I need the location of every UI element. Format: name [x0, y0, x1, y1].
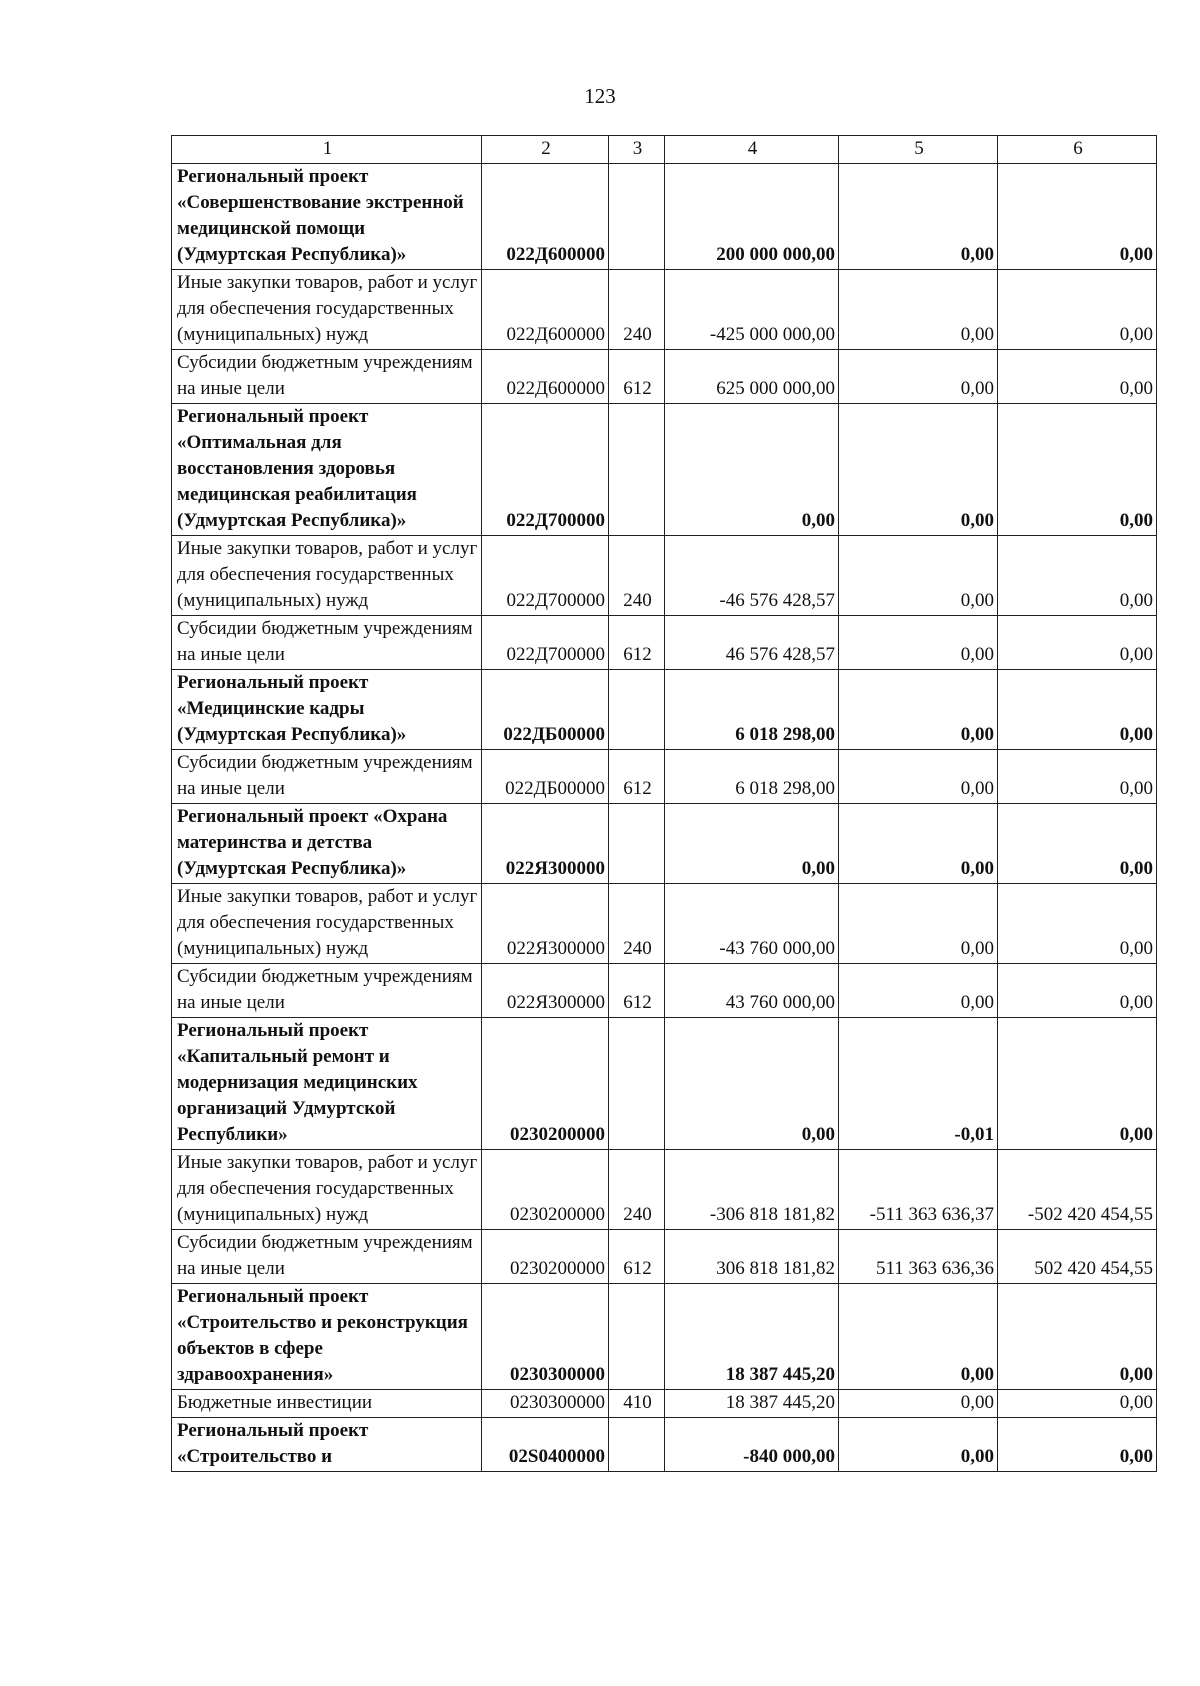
row-name-cell: Региональный проект «Строительство и реконструкция объектов в сфере здравоохранения»: [172, 1284, 482, 1390]
row-value-col5-cell: 0,00: [839, 404, 998, 536]
row-value-col4-cell: 0,00: [665, 804, 839, 884]
row-value-col5-cell: 0,00: [839, 804, 998, 884]
row-value-col6-cell: 0,00: [998, 616, 1157, 670]
row-name-cell: Иные закупки товаров, работ и услуг для обеспечения государственных (муниципальных) нужд: [172, 1150, 482, 1230]
table-header-row: [172, 136, 1157, 164]
row-value-col4-cell: 18 387 445,20: [665, 1284, 839, 1390]
row-name-cell: Региональный проект «Охрана материнства и детства (Удмуртская Республика)»: [172, 804, 482, 884]
row-value-col4-cell: 306 818 181,82: [665, 1230, 839, 1284]
row-expense-type-cell: 612: [609, 750, 665, 804]
row-value-col4-cell: 18 387 445,20: [665, 1390, 839, 1418]
row-value-col5-cell: 0,00: [839, 884, 998, 964]
row-value-col6-cell: 0,00: [998, 804, 1157, 884]
row-code-cell: 022ДБ00000: [482, 670, 609, 750]
row-code-cell: 0230200000: [482, 1150, 609, 1230]
column-header: 5: [839, 136, 998, 164]
row-value-col5-cell: 0,00: [839, 270, 998, 350]
row-value-col6-cell: 0,00: [998, 1018, 1157, 1150]
row-code-cell: 022Д700000: [482, 616, 609, 670]
row-name-cell: Иные закупки товаров, работ и услуг для обеспечения государственных (муниципальных) нужд: [172, 270, 482, 350]
row-expense-type-cell: 240: [609, 270, 665, 350]
row-value-col4-cell: -46 576 428,57: [665, 536, 839, 616]
table-row: [172, 964, 1157, 1018]
row-value-col5-cell: 0,00: [839, 670, 998, 750]
row-name-cell: Субсидии бюджетным учреждениям на иные цели: [172, 964, 482, 1018]
row-name-cell: Региональный проект «Совершенствование экстренной медицинской помощи (Удмуртская Республика)»: [172, 164, 482, 270]
table-row: [172, 164, 1157, 270]
row-name-cell: Субсидии бюджетным учреждениям на иные цели: [172, 350, 482, 404]
row-code-cell: 022Я300000: [482, 884, 609, 964]
table-row: [172, 404, 1157, 536]
row-value-col6-cell: 0,00: [998, 964, 1157, 1018]
row-expense-type-cell: 612: [609, 964, 665, 1018]
table-row: [172, 1284, 1157, 1390]
column-header: 4: [665, 136, 839, 164]
table-row: [172, 270, 1157, 350]
row-code-cell: 022Д600000: [482, 350, 609, 404]
row-expense-type-cell: 240: [609, 884, 665, 964]
row-value-col6-cell: 0,00: [998, 404, 1157, 536]
page-number: 123: [584, 84, 616, 108]
table-row: [172, 804, 1157, 884]
row-value-col4-cell: 6 018 298,00: [665, 670, 839, 750]
row-value-col4-cell: 6 018 298,00: [665, 750, 839, 804]
row-value-col5-cell: 0,00: [839, 616, 998, 670]
row-expense-type-cell: [609, 670, 665, 750]
row-name-cell: Региональный проект «Оптимальная для восстановления здоровья медицинская реабилитация (Удмуртская Республика)»: [172, 404, 482, 536]
row-value-col5-cell: -511 363 636,37: [839, 1150, 998, 1230]
row-expense-type-cell: [609, 804, 665, 884]
row-value-col6-cell: 0,00: [998, 1284, 1157, 1390]
row-name-cell: Региональный проект «Строительство и: [172, 1418, 482, 1472]
row-name-cell: Субсидии бюджетным учреждениям на иные цели: [172, 1230, 482, 1284]
row-value-col5-cell: 0,00: [839, 964, 998, 1018]
row-value-col5-cell: 0,00: [839, 1390, 998, 1418]
row-code-cell: 0230300000: [482, 1390, 609, 1418]
row-value-col5-cell: 0,00: [839, 350, 998, 404]
table-row: [172, 536, 1157, 616]
row-value-col6-cell: 0,00: [998, 884, 1157, 964]
row-value-col6-cell: 502 420 454,55: [998, 1230, 1157, 1284]
row-name-cell: Субсидии бюджетным учреждениям на иные цели: [172, 616, 482, 670]
row-value-col6-cell: 0,00: [998, 164, 1157, 270]
table-row: [172, 616, 1157, 670]
row-name-cell: Иные закупки товаров, работ и услуг для обеспечения государственных (муниципальных) нужд: [172, 884, 482, 964]
row-code-cell: 0230200000: [482, 1230, 609, 1284]
row-code-cell: 022ДБ00000: [482, 750, 609, 804]
row-value-col6-cell: 0,00: [998, 670, 1157, 750]
row-value-col6-cell: 0,00: [998, 1390, 1157, 1418]
row-value-col6-cell: 0,00: [998, 350, 1157, 404]
table-row: [172, 750, 1157, 804]
row-name-cell: Региональный проект «Медицинские кадры (Удмуртская Республика)»: [172, 670, 482, 750]
row-name-cell: Субсидии бюджетным учреждениям на иные цели: [172, 750, 482, 804]
row-expense-type-cell: 612: [609, 1230, 665, 1284]
row-value-col4-cell: -425 000 000,00: [665, 270, 839, 350]
row-value-col4-cell: 43 760 000,00: [665, 964, 839, 1018]
budget-table: [171, 135, 1157, 1472]
row-code-cell: 0230300000: [482, 1284, 609, 1390]
row-expense-type-cell: 240: [609, 536, 665, 616]
row-expense-type-cell: [609, 404, 665, 536]
row-value-col6-cell: -502 420 454,55: [998, 1150, 1157, 1230]
row-value-col6-cell: 0,00: [998, 536, 1157, 616]
row-expense-type-cell: 410: [609, 1390, 665, 1418]
row-name-cell: Региональный проект «Капитальный ремонт и модернизация медицинских организаций Удмуртской Республики»: [172, 1018, 482, 1150]
table-row: [172, 1230, 1157, 1284]
column-header: 6: [998, 136, 1157, 164]
column-header: 1: [172, 136, 482, 164]
row-value-col4-cell: -306 818 181,82: [665, 1150, 839, 1230]
row-value-col4-cell: -840 000,00: [665, 1418, 839, 1472]
column-header: 2: [482, 136, 609, 164]
row-value-col5-cell: 511 363 636,36: [839, 1230, 998, 1284]
table-row: [172, 884, 1157, 964]
table-row: [172, 1418, 1157, 1472]
row-expense-type-cell: [609, 1018, 665, 1150]
table-row: [172, 1018, 1157, 1150]
table-row: [172, 1150, 1157, 1230]
row-expense-type-cell: 240: [609, 1150, 665, 1230]
row-code-cell: 022Д600000: [482, 164, 609, 270]
table-row: [172, 1390, 1157, 1418]
row-code-cell: 022Д700000: [482, 404, 609, 536]
row-name-cell: Иные закупки товаров, работ и услуг для обеспечения государственных (муниципальных) нужд: [172, 536, 482, 616]
row-value-col6-cell: 0,00: [998, 270, 1157, 350]
row-code-cell: 02S0400000: [482, 1418, 609, 1472]
row-expense-type-cell: [609, 164, 665, 270]
row-code-cell: 022Я300000: [482, 964, 609, 1018]
row-value-col4-cell: 0,00: [665, 404, 839, 536]
row-code-cell: 022Я300000: [482, 804, 609, 884]
row-name-cell: Бюджетные инвестиции: [172, 1390, 482, 1418]
row-value-col4-cell: 200 000 000,00: [665, 164, 839, 270]
row-code-cell: 022Д700000: [482, 536, 609, 616]
row-value-col5-cell: -0,01: [839, 1018, 998, 1150]
row-value-col4-cell: 625 000 000,00: [665, 350, 839, 404]
row-expense-type-cell: 612: [609, 616, 665, 670]
column-header: 3: [609, 136, 665, 164]
row-expense-type-cell: [609, 1418, 665, 1472]
row-expense-type-cell: [609, 1284, 665, 1390]
table-row: [172, 350, 1157, 404]
row-value-col5-cell: 0,00: [839, 1284, 998, 1390]
row-value-col6-cell: 0,00: [998, 1418, 1157, 1472]
row-value-col4-cell: -43 760 000,00: [665, 884, 839, 964]
row-value-col5-cell: 0,00: [839, 750, 998, 804]
row-value-col4-cell: 0,00: [665, 1018, 839, 1150]
row-value-col5-cell: 0,00: [839, 1418, 998, 1472]
table-row: [172, 670, 1157, 750]
row-code-cell: 022Д600000: [482, 270, 609, 350]
row-value-col6-cell: 0,00: [998, 750, 1157, 804]
row-value-col4-cell: 46 576 428,57: [665, 616, 839, 670]
row-code-cell: 0230200000: [482, 1018, 609, 1150]
row-value-col5-cell: 0,00: [839, 536, 998, 616]
row-value-col5-cell: 0,00: [839, 164, 998, 270]
row-expense-type-cell: 612: [609, 350, 665, 404]
